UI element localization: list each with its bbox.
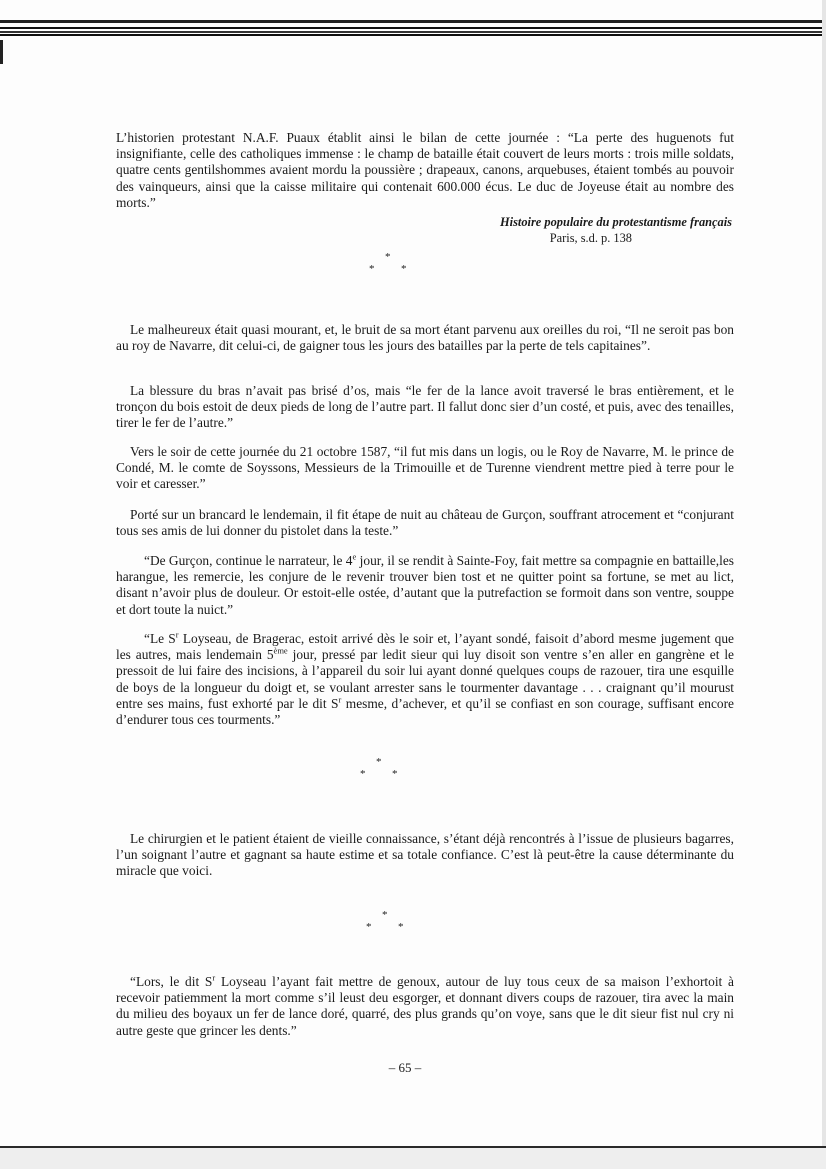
asterism-star: * <box>376 756 382 768</box>
text-segment: Loyseau, de Bragerac, estoit arrivé dès le soir et, l’ayant sondé, faisoit d’abord mesme jugement que les autres, mais lendemain 5 <box>116 631 734 663</box>
right-page-edge <box>822 0 826 1169</box>
paragraph-evening-lodging: Vers le soir de cette journée du 21 octobre 1587, “il fut mis dans un logis, ou le Roy de Navarre, M. le prince de Condé, M. le comte de Soyssons, Messieurs de la Trimouille et de Turenne viendrent mettre pied à terre pour le voir et caresser.” <box>116 444 734 492</box>
asterism-star: * <box>398 921 404 933</box>
paragraph-gurcon-stretcher: Porté sur un brancard le lendemain, il fit étape de nuit au château de Gurçon, souffrant atrocement et “conjurant tous ses amis de lui donner du pistolet dans la teste.” <box>116 507 734 539</box>
paragraph-surgeon-patient: Le chirurgien et le patient étaient de vieille connaissance, s’étant déjà rencontrés à l’issue de plusieurs bagarres, l’un soignant l’autre et gagnant sa haute estime et sa totale confiance. C’est là peut-être la cause déterminante du miracle que voici. <box>116 831 734 879</box>
asterism-star: * <box>385 251 391 263</box>
superscript: e <box>352 551 357 562</box>
asterism-star: * <box>392 768 398 780</box>
top-rule <box>0 20 826 23</box>
text-segment: “Lors, le dit S <box>130 974 213 989</box>
paragraph-arm-wound: La blessure du bras n’avait pas brisé d’os, mais “le fer de la lance avoit traversé le bras entièrement, et le tronçon du bois estoit de deux pieds de long de l’autre part. Il fallut donc sier d’un costé, et puis, avec des tenailles, tirer le fer de l’autre.” <box>116 383 734 431</box>
text-segment: jour, il se rendit à Sainte-Foy, fait mettre sa compagnie en battaille,les harangue, les remercie, les conjure de le revenir trouver bien tost et ne quitter point sa fortune, se met au lict, disant n’avoir plus de douleur. Or estoit-elle ostée, d’autant que la putrefaction se formoit dans son ventre, souppe et dort toute la nuict.” <box>116 553 734 617</box>
paragraph-loyseau-probe <box>116 631 734 728</box>
asterism-3 <box>358 910 418 936</box>
superscript: r <box>338 694 342 705</box>
paragraph-miracle <box>116 974 734 1039</box>
top-double-rule <box>0 27 826 36</box>
text-segment: jour, pressé par ledit sieur qui luy disoit son ventre s’en aller en gangrène et le pressoit de lui faire des incisions, à l’appareil du soir lui ayant donné quelques coups de razouer, tira une esquille de boys de la longueur du doigt et, se voulant arrester sans le tourmenter davantage . . . craignant qu’il mourust entre ses mains, fust exhorté par le dit S <box>116 647 734 711</box>
text-segment: “Le S <box>144 631 176 646</box>
superscript: r <box>212 972 216 983</box>
superscript: ème <box>273 645 288 656</box>
asterism-star: * <box>382 909 388 921</box>
superscript: r <box>175 629 179 640</box>
asterism-star: * <box>366 921 372 933</box>
text-segment: Loyseau l’ayant fait mettre de genoux, autour de luy tous ceux de sa maison l’exhortoit à recevoir patiemment la mort comme s’il leust deu esgorger, et donnant divers coups de razouer, tira avec la main du milieu des boyaux un fer de lance doré, quarré, des plus grands qu’on voye, sans que le dit sieur fist nul cry ni autre geste que grincer les dents.” <box>116 974 734 1038</box>
citation <box>380 214 732 246</box>
citation-location: Paris, s.d. p. 138 <box>549 231 632 245</box>
text-segment: mesme, d’achever, et qu’il se confiast en son courage, suffisant encore d’endurer tous ces tourments.” <box>116 695 734 728</box>
asterism-star: * <box>360 768 366 780</box>
paragraph-puaux-quote: L’historien protestant N.A.F. Puaux établit ainsi le bilan de cette journée : “La perte des huguenots fut insignifiante, celle des catholiques immense : le champ de bataille était couvert de leurs morts : trois mille soldats, quatre cents gentilshommes avaient mordu la poussière ; drapeaux, canons, arquebuses, étaient tombés au pouvoir des vainqueurs, ainsi que la caisse militaire qui contenait 600.000 écus. Le duc de Joyeuse était au nombre des morts.” <box>116 130 734 210</box>
left-margin-mark <box>0 40 3 64</box>
asterism-1 <box>361 252 421 278</box>
asterism-star: * <box>401 263 407 275</box>
text-segment: “De Gurçon, continue le narrateur, le 4 <box>144 553 353 568</box>
paragraph-king-remark: Le malheureux était quasi mourant, et, le bruit de sa mort étant parvenu aux oreilles du roi, “Il ne seroit pas bon au roy de Navarre, dit celui-ci, de gaigner tous les jours des batailles par la perte de tels capitaines”. <box>116 322 734 354</box>
asterism-star: * <box>369 263 375 275</box>
page-number: – 65 – <box>388 1060 422 1075</box>
paragraph-sainte-foy <box>116 553 734 618</box>
asterism-2 <box>352 757 412 783</box>
citation-title: Histoire populaire du protestantisme français <box>499 215 732 229</box>
bottom-margin-band <box>0 1148 826 1169</box>
